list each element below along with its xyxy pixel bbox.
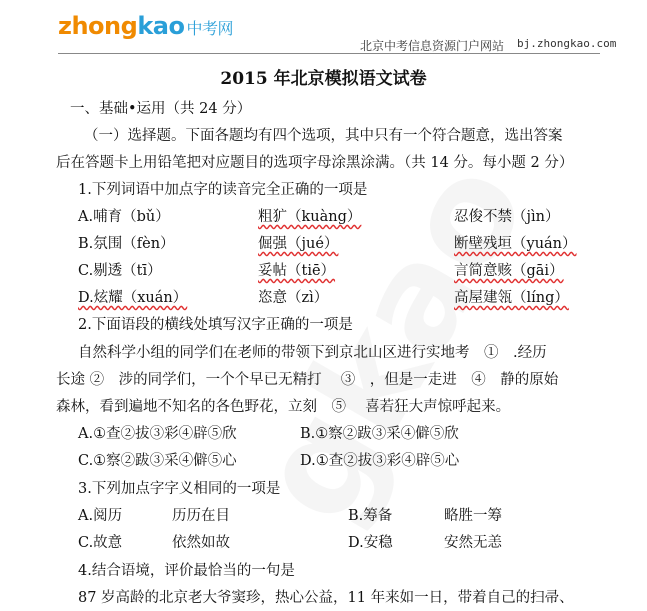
- q1-option: 倔强（jué）: [258, 236, 339, 252]
- q2-passage-line: 森林，看到遍地不知名的各色野花，立刻 ⑤ 喜若狂大声惊呼起来。: [56, 399, 511, 415]
- q4-passage-line: 87 岁高龄的北京老大爷窦珍，热心公益，11 年来如一日，带着自己的扫帚、: [78, 590, 574, 606]
- q2-passage-line: 自然科学小组的同学们在老师的带领下到京北山区进行实地考 ① .经历: [78, 345, 547, 361]
- page-header: [0, 0, 647, 56]
- q1-option: 恣意（zì）: [258, 290, 329, 306]
- q4-stem: 4.结合语境，评价最恰当的一句是: [78, 563, 295, 579]
- q1-option: 粗犷（kuàng）: [258, 209, 362, 225]
- intro-line-2: 后在答题卡上用铅笔把对应题目的选项字母涂黑涂满。（共 14 分。每小题 2 分）: [56, 155, 574, 171]
- zhongkao-logo[interactable]: [58, 12, 233, 40]
- q3-option: 历历在目: [172, 508, 230, 524]
- q3-option: 安然无恙: [444, 535, 502, 551]
- q1-option: B.氛围（fèn）: [78, 236, 175, 252]
- q1-option: 忍俊不禁（jìn）: [454, 209, 560, 225]
- q3-option: A.阅历: [78, 508, 123, 524]
- header-divider: [58, 53, 600, 54]
- intro-line-1: （一）选择题。下面各题均有四个选项，其中只有一个符合题意，选出答案: [84, 128, 563, 144]
- q1-option: D.炫耀（xuán）: [78, 290, 188, 306]
- q3-stem: 3.下列加点字字义相同的一项是: [78, 481, 281, 497]
- q2-option: A.①查②拔③彩④辟⑤欣: [78, 426, 237, 442]
- q1-option: A.哺育（bǔ）: [78, 209, 170, 225]
- q2-option: C.①察②跋③采④僻⑤心: [78, 453, 237, 469]
- logo-kao-text: kao: [137, 12, 185, 40]
- site-name: 北京中考信息资源门户网站: [360, 39, 505, 53]
- q1-option: 言简意赅（gāi）: [454, 263, 564, 279]
- q3-option: 略胜一筹: [444, 508, 502, 524]
- q2-passage-line: 长途 ② 涉的同学们，一个个早已无精打 ③ ，但是一走进 ④ 静的原始: [56, 372, 559, 388]
- q2-stem: 2.下面语段的横线处填写汉字正确的一项是: [78, 317, 353, 333]
- q3-option: 依然如故: [172, 535, 230, 551]
- q2-option: B.①察②跋③采④僻⑤欣: [300, 426, 459, 442]
- q1-stem: 1.下列词语中加点字的读音完全正确的一项是: [78, 182, 368, 198]
- q3-option: B.筹备: [348, 508, 393, 524]
- q1-option: 妥帖（tiē）: [258, 263, 336, 279]
- q3-option: D.安稳: [348, 535, 393, 551]
- logo-zhong-text: zhong: [58, 12, 138, 40]
- q2-option: D.①查②拔③彩④辟⑤心: [300, 453, 460, 469]
- logo-cn-text: 中考网: [186, 19, 233, 38]
- q3-option: C.故意: [78, 535, 123, 551]
- site-url[interactable]: bj.zhongkao.com: [517, 37, 617, 50]
- q1-option: 高屋建瓴（líng）: [454, 290, 569, 306]
- section-heading: 一、基础•运用（共 24 分）: [70, 101, 252, 117]
- q1-option: C.剔透（tī）: [78, 263, 162, 279]
- q1-option: 断壁残垣（yuán）: [454, 236, 577, 252]
- exam-title: 2015 年北京模拟语文试卷: [220, 69, 427, 89]
